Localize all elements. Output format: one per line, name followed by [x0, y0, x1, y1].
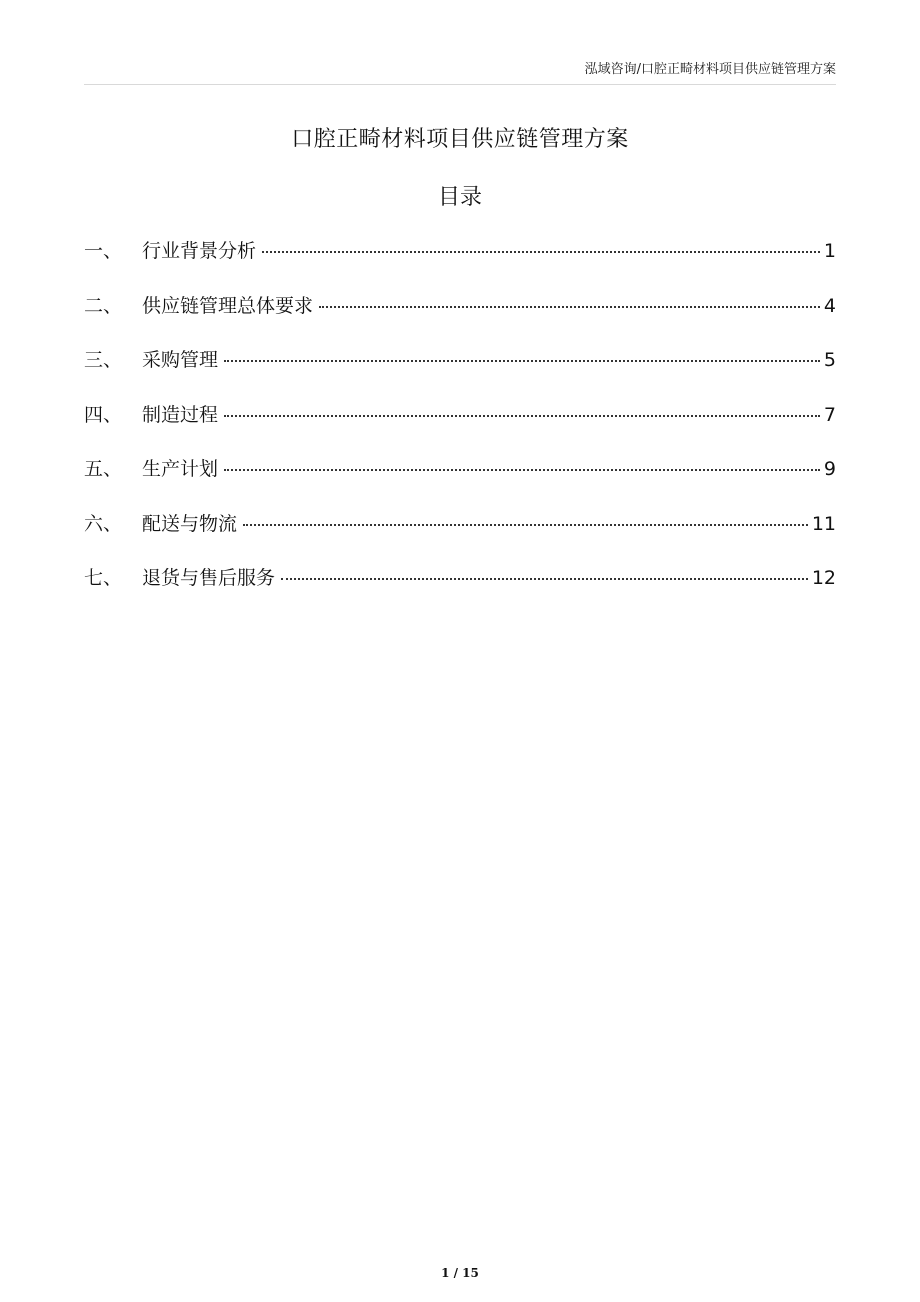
toc-entry-page: 5	[823, 349, 836, 371]
toc-entry-2[interactable]	[84, 291, 836, 346]
toc-entry-page: 1	[823, 240, 836, 262]
toc-dot-leader	[319, 306, 820, 308]
toc-entry-number: 四、	[84, 403, 123, 426]
toc-entry-title: 配送与物流	[142, 512, 238, 535]
toc-entry-number: 七、	[84, 567, 123, 589]
toc-entry-number: 一、	[84, 240, 123, 262]
toc-entry-7[interactable]	[84, 563, 836, 618]
toc-entry-title: 采购管理	[142, 349, 219, 371]
toc-dot-leader	[281, 578, 808, 580]
toc-entry-3[interactable]	[84, 345, 836, 400]
toc-dot-leader	[224, 415, 820, 417]
header-divider	[84, 84, 836, 85]
toc-entry-title: 行业背景分析	[142, 240, 257, 262]
toc-entry-number: 五、	[84, 458, 123, 480]
toc-dot-leader	[224, 469, 820, 471]
toc-dot-leader	[224, 360, 820, 362]
toc-entry-number: 三、	[84, 349, 123, 371]
table-of-contents	[84, 236, 836, 618]
toc-entry-title: 退货与售后服务	[142, 567, 276, 589]
toc-entry-number: 二、	[84, 294, 123, 317]
toc-entry-4[interactable]	[84, 400, 836, 455]
running-header: 泓域咨询/口腔正畸材料项目供应链管理方案	[584, 62, 836, 77]
toc-entry-6[interactable]	[84, 509, 836, 564]
toc-dot-leader	[243, 524, 808, 526]
toc-entry-1[interactable]	[84, 236, 836, 291]
toc-entry-page: 7	[823, 403, 836, 426]
toc-entry-5[interactable]	[84, 454, 836, 509]
toc-entry-page: 4	[823, 294, 836, 317]
toc-entry-page: 12	[811, 567, 836, 589]
toc-entry-number: 六、	[84, 512, 123, 535]
toc-entry-title: 供应链管理总体要求	[142, 294, 314, 317]
toc-entry-page: 11	[811, 512, 836, 535]
toc-heading: 目录	[437, 185, 482, 210]
page-number-footer: 1 / 15	[441, 1266, 479, 1280]
document-title: 口腔正畸材料项目供应链管理方案	[291, 127, 629, 152]
toc-entry-page: 9	[823, 458, 836, 480]
toc-entry-title: 制造过程	[142, 403, 219, 426]
toc-entry-title: 生产计划	[142, 458, 219, 480]
toc-dot-leader	[262, 251, 820, 253]
